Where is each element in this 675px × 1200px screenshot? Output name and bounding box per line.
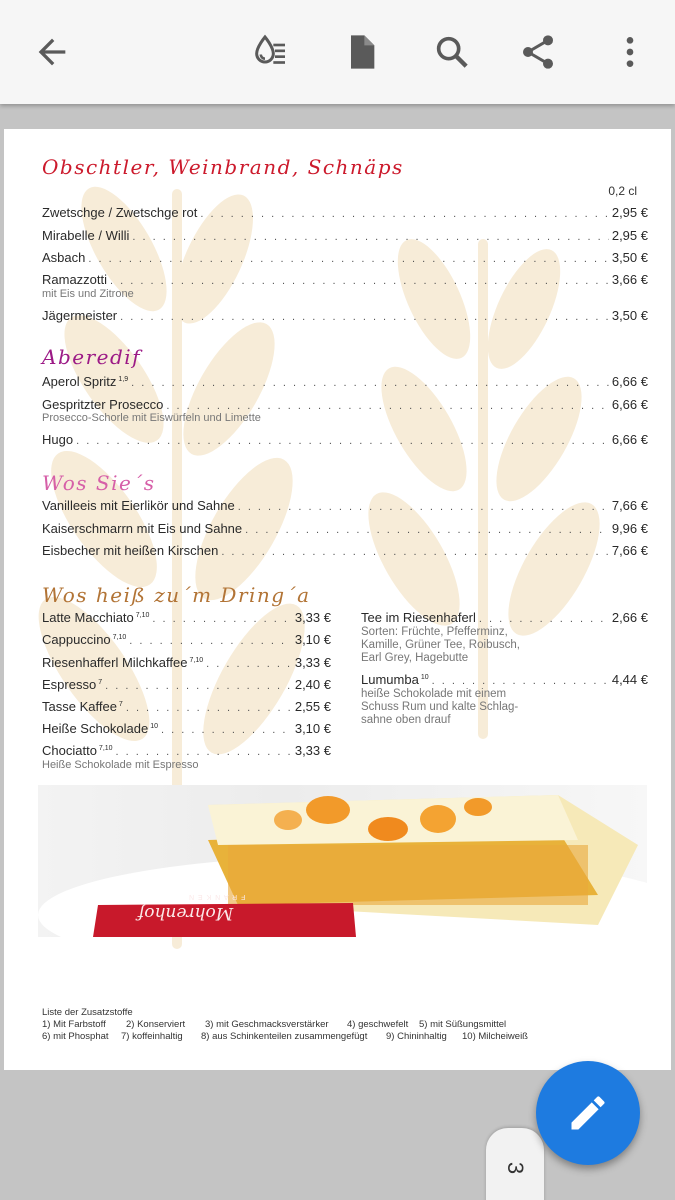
logo-text: Mohrenhof [138, 903, 234, 923]
menu-item: Tasse Kaffee $^7$ . . . 2,55 € [42, 699, 331, 714]
edit-pencil-icon [566, 1091, 610, 1135]
reflow-icon[interactable] [246, 28, 294, 76]
menu-item: Aperol Spritz $^{1,9}$ . . . 6,66 € [42, 374, 648, 389]
more-vert-icon[interactable] [606, 28, 654, 76]
back-arrow-icon[interactable] [28, 28, 76, 76]
cake-photo [38, 785, 647, 937]
section-title-dessert: Wos Sie´s [42, 471, 156, 495]
document-icon[interactable] [337, 28, 385, 76]
menu-item: Mirabelle / Willi . . . 2,95 € [42, 228, 648, 243]
menu-item: Heiße Schokolade $^{10}$ . . . 3,10 € [42, 721, 331, 736]
menu-item-desc: Prosecco-Schorle mit Eiswürfeln und Limette [42, 412, 261, 424]
menu-item: Riesenhafferl Milchkaffee $^{7,10}$ . . . 3,33 € [42, 655, 331, 670]
menu-item: Gespritzter Prosecco . . . 6,66 € [42, 397, 648, 412]
menu-item: Asbach . . . 3,50 € [42, 250, 648, 265]
search-icon[interactable] [428, 28, 476, 76]
menu-item: Ramazzotti . . . 3,66 € [42, 272, 648, 287]
menu-item: Vanilleeis mit Eierlikör und Sahne . . . 7,66 € [42, 498, 648, 513]
menu-item: Kaiserschmarrn mit Eis und Sahne . . . 9,96 € [42, 521, 648, 536]
menu-item: Hugo . . . 6,66 € [42, 432, 648, 447]
page-number-indicator[interactable]: 3 [486, 1128, 544, 1200]
section-title-aperitif: Aberedif [42, 345, 142, 369]
share-icon[interactable] [514, 28, 562, 76]
top-toolbar [0, 0, 675, 104]
menu-item: Jägermeister . . . 3,50 € [42, 308, 648, 323]
document-page[interactable]: Obschtler, Weinbrand, Schnäps 0,2 cl Zwetschge / Zwetschge rot . . . 2,95 € Mirabelle / Willi . . . 2,95 € Asbach . . . 3,50 € Ramazzotti . . . 3,66 € mit Eis und Zitrone Jägermeister . . . 3,50 € Aberedif Aperol Spritz $^{1,9}$ . . . 6,66 € Gespritzter Prosecco . . . 6,66 € Prosecco-Schorle mit Eiswürfeln und Limette Hugo . . . 6,66 € Wos Sie´s Vanilleeis mit Eierlikör und Sahne . . . 7,66 € Kaiserschmarrn mit Eis und Sahne . . . 9,96 € Eisbecher mit heißen Kirschen . . . 7,66 € Wos heiß zu´m Dring´a Latte Macchiato $^{7,10}$ . . . 3,33 € Cappuccino $^{7,10}$ . . . 3,10 € Riesenhafferl Milchkaffee $^{7,10}$ . . . 3,33 € Espresso $^7$ . . . 2,40 € Tasse Kaffee $^7$ . . . 2,55 € Heiße Schokolade $^{10}$ . . . 3,10 € Chociatto $^{7,10}$ . . . 3,33 € Heiße Schokolade mit Espresso Tee im Riesenhaferl . . . 2,66 € Sorten: Früchte, Pfefferminz, Kamille, Grüner Tee, Roibusch, Earl Grey, Hagebutte Lumumba $^{10}$ . . . 4,44 € heiße Schokolade mit einem Schuss Rum und kalte Schlag- sahne oben drauf Mohrenhof F R A N K E N Liste der Zusatzstoffe 1) Mit Farbstoff 2) Konserviert 3) mit Geschmacksverstärker 4) geschwefelt 5) mit Süßungsmittel 6) mit Phosphat 7) koffeinhaltig 8) aus Schinkenteilen zusammengefügt 9) Chininhaltig 10) Milcheiweiß [4, 129, 671, 1070]
menu-item: Cappuccino $^{7,10}$ . . . 3,10 € [42, 632, 331, 647]
unit-label: 0,2 cl [608, 184, 637, 198]
additives-legend-title: Liste der Zusatzstoffe [42, 1007, 133, 1018]
section-title-schnaps: Obschtler, Weinbrand, Schnäps [42, 155, 404, 179]
menu-item: Espresso $^7$ . . . 2,40 € [42, 677, 331, 692]
menu-item-desc: mit Eis und Zitrone [42, 288, 134, 300]
menu-item: Eisbecher mit heißen Kirschen . . . 7,66 € [42, 543, 648, 558]
edit-fab-button[interactable] [536, 1061, 640, 1165]
menu-item-desc: Sorten: Früchte, Pfefferminz, Kamille, Grüner Tee, Roibusch, Earl Grey, Hagebutte [361, 626, 520, 664]
menu-item: Zwetschge / Zwetschge rot . . . 2,95 € [42, 205, 648, 220]
menu-item: Latte Macchiato $^{7,10}$ . . . 3,33 € [42, 610, 331, 625]
menu-item-desc: Heiße Schokolade mit Espresso [42, 759, 199, 771]
section-title-hot: Wos heiß zu´m Dring´a [42, 583, 311, 607]
menu-item: Tee im Riesenhaferl . . . 2,66 € [361, 610, 648, 625]
menu-item: Chociatto $^{7,10}$ . . . 3,33 € [42, 743, 331, 758]
menu-item: Lumumba $^{10}$ . . . 4,44 € [361, 672, 648, 687]
logo-subtext: F R A N K E N [188, 893, 246, 900]
menu-item-desc: heiße Schokolade mit einem Schuss Rum und kalte Schlag- sahne oben drauf [361, 688, 519, 726]
